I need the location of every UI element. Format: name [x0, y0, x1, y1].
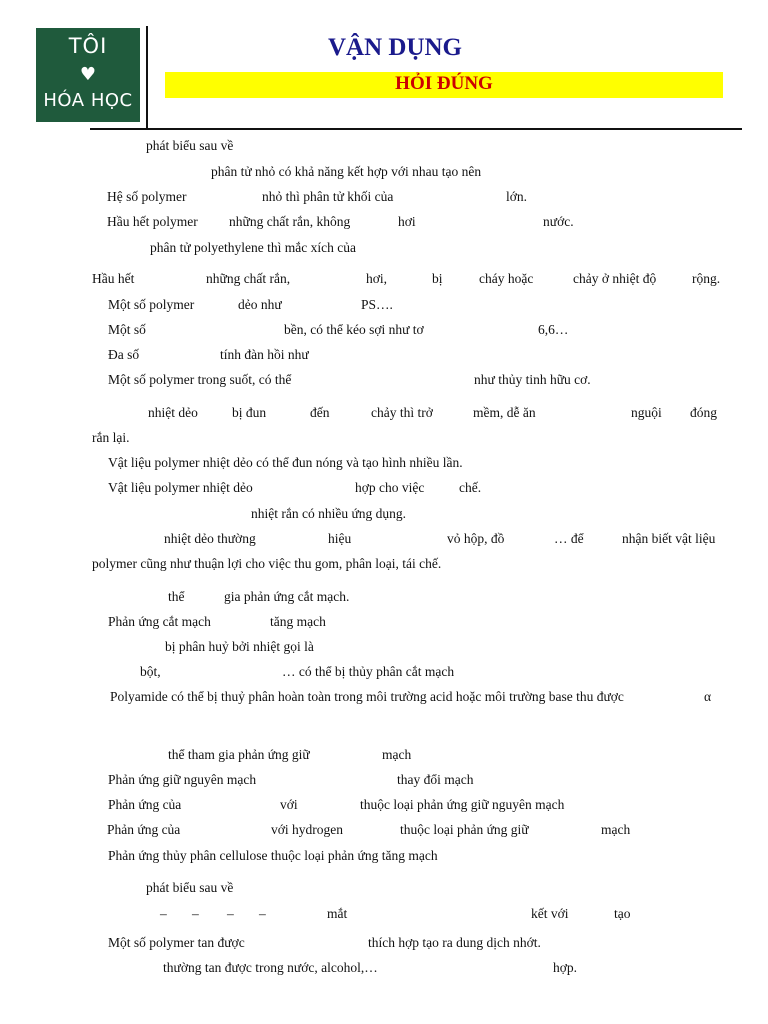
text-fragment: Hệ số polymer [107, 189, 187, 204]
text-fragment: α [704, 689, 712, 704]
text-line [0, 935, 768, 955]
text-line [0, 880, 768, 900]
text-fragment: chảy ở nhiệt độ [573, 271, 657, 286]
text-fragment: bị đun [232, 405, 267, 420]
text-fragment: hơi [398, 214, 416, 229]
text-line [0, 322, 768, 342]
text-line [0, 347, 768, 367]
horizontal-divider [90, 128, 742, 130]
text-fragment: Phản ứng của [108, 797, 182, 812]
text-fragment: PS…. [361, 297, 393, 312]
text-fragment: thể [168, 589, 185, 604]
text-fragment: nguội [631, 405, 662, 420]
text-fragment: những chất rắn, không [229, 214, 351, 229]
text-line [0, 138, 768, 158]
text-fragment: Hầu hết polymer [107, 214, 198, 229]
text-fragment: Hầu hết [92, 271, 135, 286]
text-fragment: mềm, dễ ăn [473, 405, 536, 420]
text-line [0, 531, 768, 551]
text-fragment: phân tử nhỏ có khả năng kết hợp với nhau tạo nên [211, 164, 482, 179]
text-fragment: Phản ứng thủy phân cellulose thuộc loại phản ứng tăng mạch [108, 848, 438, 863]
text-line [0, 960, 768, 980]
text-line [0, 214, 768, 234]
text-line [0, 772, 768, 792]
text-line [0, 614, 768, 634]
text-fragment: mắt [327, 906, 348, 921]
text-line [0, 297, 768, 317]
text-line [0, 271, 768, 291]
text-fragment: dẻo như [238, 297, 282, 312]
text-fragment: bị [432, 271, 443, 286]
text-fragment: nhiệt dẻo [148, 405, 198, 420]
text-fragment: bột, [140, 664, 161, 679]
text-fragment: thể tham gia phản ứng giữ [168, 747, 310, 762]
text-line [0, 556, 768, 576]
text-line [0, 689, 768, 709]
text-line [0, 430, 768, 450]
text-fragment: chế. [459, 480, 482, 495]
text-fragment: thích hợp tạo ra dung dịch nhớt. [368, 935, 541, 950]
text-fragment: mạch [601, 822, 631, 837]
text-line [0, 164, 768, 184]
text-fragment: nhận biết vật liệu [622, 531, 716, 546]
logo-text-line-1: TÔI [68, 34, 108, 58]
text-fragment: Vật liệu polymer nhiệt dẻo có thể đun nóng và tạo hình nhiều lần. [108, 455, 463, 470]
text-line [0, 639, 768, 659]
text-fragment: bền, có thể kéo sợi như tơ [284, 322, 424, 337]
text-fragment: – [192, 906, 199, 921]
text-fragment: rắn lại. [92, 430, 130, 445]
text-fragment: – [259, 906, 266, 921]
text-fragment: – [227, 906, 234, 921]
logo-text-line-2: HÓA HỌC [43, 90, 133, 111]
text-fragment: vỏ hộp, đồ [447, 531, 505, 546]
text-line [0, 455, 768, 475]
text-fragment: nước. [543, 214, 574, 229]
text-fragment: polymer cũng như thuận lợi cho việc thu gom, phân loại, tái chế. [92, 556, 442, 571]
text-fragment: 6,6… [538, 322, 569, 337]
text-fragment: Polyamide có thể bị thuỷ phân hoàn toàn trong môi trường acid hoặc môi trường base thu được [110, 689, 624, 704]
subtitle-banner [165, 72, 723, 98]
text-fragment: tạo [614, 906, 631, 921]
text-fragment: hợp. [553, 960, 578, 975]
vertical-divider [146, 26, 148, 130]
text-line [0, 906, 768, 926]
text-fragment: lớn. [506, 189, 528, 204]
text-line [0, 405, 768, 425]
text-fragment: thay đổi mạch [397, 772, 474, 787]
text-fragment: Phản ứng cắt mạch [108, 614, 211, 629]
text-fragment: mạch [382, 747, 412, 762]
text-fragment: thuộc loại phản ứng giữ [400, 822, 529, 837]
text-fragment: rộng. [692, 271, 721, 286]
text-fragment: … để [554, 531, 584, 546]
text-fragment: chảy thì trở [371, 405, 433, 420]
text-fragment: đóng [690, 405, 717, 420]
text-fragment: Phản ứng giữ nguyên mạch [108, 772, 257, 787]
text-fragment: – [160, 906, 167, 921]
text-fragment: tăng mạch [270, 614, 326, 629]
text-line [0, 747, 768, 767]
text-fragment: gia phản ứng cắt mạch. [224, 589, 350, 604]
text-fragment: Một số polymer [108, 297, 195, 312]
text-fragment: Một số polymer tan được [108, 935, 245, 950]
text-line [0, 480, 768, 500]
text-line [0, 240, 768, 260]
text-fragment: nhiệt dẻo thường [164, 531, 256, 546]
text-fragment: Một số [108, 322, 146, 337]
text-line [0, 506, 768, 526]
text-fragment: với [280, 797, 298, 812]
text-line [0, 664, 768, 684]
text-line [0, 589, 768, 609]
text-fragment: hợp cho việc [355, 480, 425, 495]
text-line [0, 797, 768, 817]
text-fragment: thường tan được trong nước, alcohol,… [163, 960, 378, 975]
text-fragment: như thủy tinh hữu cơ. [474, 372, 591, 387]
subtitle-text: HỎI ĐÚNG [395, 73, 493, 94]
text-fragment: hơi, [366, 271, 388, 286]
text-fragment: phân tử polyethylene thì mắc xích của [150, 240, 357, 255]
text-fragment: nhiệt rắn có nhiều ứng dụng. [251, 506, 407, 521]
text-fragment: phát biểu sau về [146, 880, 234, 895]
logo [36, 28, 140, 122]
text-fragment: những chất rắn, [206, 271, 291, 286]
text-fragment: phát biểu sau về [146, 138, 234, 153]
heart-icon: ♥ [79, 64, 97, 85]
text-line [0, 848, 768, 868]
text-fragment: hiệu [328, 531, 352, 546]
text-fragment: với hydrogen [271, 822, 344, 837]
text-fragment: Phản ứng của [107, 822, 181, 837]
text-fragment: Vật liệu polymer nhiệt dẻo [108, 480, 253, 495]
text-fragment: cháy hoặc [479, 271, 534, 286]
text-line [0, 372, 768, 392]
text-line [0, 189, 768, 209]
text-fragment: thuộc loại phản ứng giữ nguyên mạch [360, 797, 565, 812]
text-line [0, 822, 768, 842]
text-fragment: tính đàn hồi như [220, 347, 309, 362]
text-fragment: bị phân huỷ bởi nhiệt gọi là [165, 639, 314, 654]
text-fragment: đến [310, 405, 330, 420]
text-fragment: Một số polymer trong suốt, có thể [108, 372, 292, 387]
text-fragment: … có thể bị thủy phân cắt mạch [282, 664, 455, 679]
page-title: VẬN DỤNG [327, 34, 463, 61]
text-fragment: nhỏ thì phân tử khối của [262, 189, 394, 204]
text-fragment: Đa số [108, 347, 140, 362]
text-fragment: kết với [531, 906, 569, 921]
